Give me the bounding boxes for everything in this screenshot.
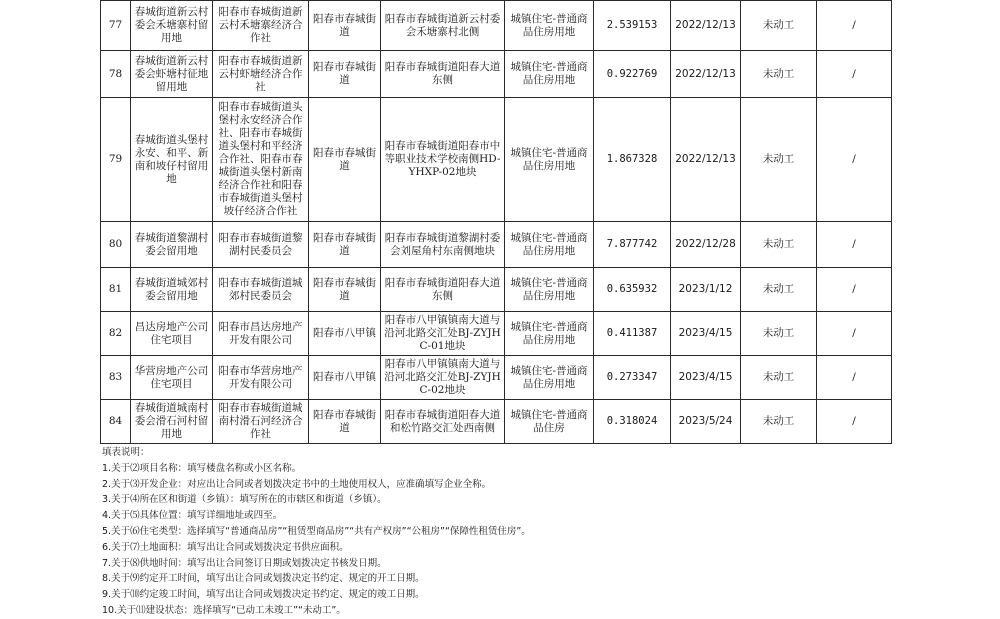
developer-cell: 阳春市春城街道城郊村民委员会: [213, 268, 309, 312]
notes-item: 5.关于⑹住宅类型：选择填写“普通商品房”“租赁型商品房”“共有产权房”“公租房”“保障性租赁住房”。: [102, 525, 531, 537]
notes-item: 7.关于⑻供地时间：填写出让合同签订日期或划拨决定书核发日期。: [102, 557, 387, 569]
table-row: [101, 268, 892, 312]
land-supply-table: [100, 0, 892, 444]
table-row: [101, 400, 892, 444]
project-name-cell: 华营房地产公司住宅项目: [131, 356, 213, 400]
completion-cell: /: [817, 312, 892, 356]
completion-cell: /: [817, 222, 892, 268]
housing-type-cell: 城镇住宅-普通商品住房用地: [505, 1, 594, 51]
location-cell: 阳春市春城街道黎湖村委会刘屋角村东南侧地块: [381, 222, 505, 268]
notes-item: 6.关于⑺土地面积：填写出让合同或划拨决定书供应面积。: [102, 541, 349, 553]
housing-type-cell: 城镇住宅-普通商品住房: [505, 400, 594, 444]
row-index-cell: 77: [101, 1, 131, 51]
status-cell: 未动工: [741, 51, 817, 98]
row-index-cell: 79: [101, 98, 131, 222]
supply-date-cell: 2022/12/13: [671, 51, 741, 98]
project-name-cell: 春城街道黎湖村委会留用地: [131, 222, 213, 268]
location-cell: 阳春市春城街道阳春市中等职业技术学校南侧HD-YHXP-02地块: [381, 98, 505, 222]
land-area-cell: 7.877742: [594, 222, 671, 268]
table-row: [101, 312, 892, 356]
notes-item: 10.关于⑾建设状态：选择填写“已动工未竣工”“未动工”。: [102, 604, 346, 616]
row-index-cell: 80: [101, 222, 131, 268]
project-name-cell: 春城街道新云村委会禾塘寨村留用地: [131, 1, 213, 51]
district-cell: 阳春市春城街道: [309, 51, 381, 98]
row-index-cell: 83: [101, 356, 131, 400]
table-row: [101, 1, 892, 51]
status-cell: 未动工: [741, 268, 817, 312]
location-cell: 阳春市八甲镇镇南大道与沿河北路交汇处BJ-ZYJHC-02地块: [381, 356, 505, 400]
district-cell: 阳春市八甲镇: [309, 312, 381, 356]
location-cell: 阳春市春城街道阳春大道东侧: [381, 51, 505, 98]
developer-cell: 阳春市华营房地产开发有限公司: [213, 356, 309, 400]
housing-type-cell: 城镇住宅-普通商品住房用地: [505, 268, 594, 312]
notes-item: 8.关于⑼约定开工时间，填写出让合同或划拨决定书约定、规定的开工日期。: [102, 573, 425, 585]
status-cell: 未动工: [741, 400, 817, 444]
status-cell: 未动工: [741, 98, 817, 222]
notes-item: 1.关于⑵项目名称：填写楼盘名称或小区名称。: [102, 462, 302, 474]
developer-cell: 阳春市春城街道新云村禾塘寨经济合作社: [213, 1, 309, 51]
supply-date-cell: 2023/4/15: [671, 312, 741, 356]
housing-type-cell: 城镇住宅-普通商品住房用地: [505, 356, 594, 400]
fill-instructions: [102, 445, 892, 619]
status-cell: 未动工: [741, 222, 817, 268]
status-cell: 未动工: [741, 312, 817, 356]
district-cell: 阳春市春城街道: [309, 268, 381, 312]
location-cell: 阳春市春城街道阳春大道和松竹路交汇处西南侧: [381, 400, 505, 444]
completion-cell: /: [817, 98, 892, 222]
supply-date-cell: 2023/1/12: [671, 268, 741, 312]
developer-cell: 阳春市春城街道城南村滑石河经济合作社: [213, 400, 309, 444]
notes-item: 9.关于⑽约定竣工时间，填写出让合同或划拨决定书约定、规定的竣工日期。: [102, 589, 425, 601]
developer-cell: 阳春市春城街道新云村虾塘经济合作社: [213, 51, 309, 98]
row-index-cell: 78: [101, 51, 131, 98]
notes-heading: 填表说明：: [102, 447, 150, 458]
supply-date-cell: 2022/12/13: [671, 98, 741, 222]
supply-date-cell: 2023/5/24: [671, 400, 741, 444]
land-area-cell: 0.273347: [594, 356, 671, 400]
table-row: [101, 222, 892, 268]
table-row: [101, 51, 892, 98]
supply-date-cell: 2023/4/15: [671, 356, 741, 400]
land-area-cell: 0.635932: [594, 268, 671, 312]
district-cell: 阳春市春城街道: [309, 98, 381, 222]
table-row: [101, 98, 892, 222]
land-area-cell: 2.539153: [594, 1, 671, 51]
district-cell: 阳春市春城街道: [309, 222, 381, 268]
supply-date-cell: 2022/12/28: [671, 222, 741, 268]
district-cell: 阳春市春城街道: [309, 400, 381, 444]
land-area-cell: 0.318024: [594, 400, 671, 444]
district-cell: 阳春市春城街道: [309, 1, 381, 51]
developer-cell: 阳春市昌达房地产开发有限公司: [213, 312, 309, 356]
row-index-cell: 82: [101, 312, 131, 356]
land-area-cell: 1.867328: [594, 98, 671, 222]
land-area-cell: 0.922769: [594, 51, 671, 98]
land-area-cell: 0.411387: [594, 312, 671, 356]
project-name-cell: 春城街道城郊村委会留用地: [131, 268, 213, 312]
housing-type-cell: 城镇住宅-普通商品住房用地: [505, 222, 594, 268]
project-name-cell: 春城街道头堡村永安、和平、新南和坡仔村留用地: [131, 98, 213, 222]
housing-type-cell: 城镇住宅-普通商品住房用地: [505, 312, 594, 356]
developer-cell: 阳春市春城街道黎湖村民委员会: [213, 222, 309, 268]
project-name-cell: 昌达房地产公司住宅项目: [131, 312, 213, 356]
project-name-cell: 春城街道新云村委会虾塘村征地留用地: [131, 51, 213, 98]
notes-item: 3.关于⑷所在区和街道（乡镇）：填写所在的市辖区和街道（乡镇）。: [102, 494, 387, 506]
location-cell: 阳春市春城街道新云村委会禾塘寨村北侧: [381, 1, 505, 51]
notes-item: 4.关于⑸具体位置：填写详细地址或四至。: [102, 510, 283, 522]
status-cell: 未动工: [741, 1, 817, 51]
notes-item: 2.关于⑶开发企业：对应出让合同或者划拨决定书中的土地使用权人，应准确填写企业全称。: [102, 478, 492, 490]
supply-date-cell: 2022/12/13: [671, 1, 741, 51]
row-index-cell: 81: [101, 268, 131, 312]
table-row: [101, 356, 892, 400]
location-cell: 阳春市春城街道阳春大道东侧: [381, 268, 505, 312]
row-index-cell: 84: [101, 400, 131, 444]
status-cell: 未动工: [741, 356, 817, 400]
completion-cell: /: [817, 1, 892, 51]
district-cell: 阳春市八甲镇: [309, 356, 381, 400]
housing-type-cell: 城镇住宅-普通商品住房用地: [505, 98, 594, 222]
completion-cell: /: [817, 356, 892, 400]
completion-cell: /: [817, 268, 892, 312]
location-cell: 阳春市八甲镇镇南大道与沿河北路交汇处BJ-ZYJHC-01地块: [381, 312, 505, 356]
completion-cell: /: [817, 51, 892, 98]
developer-cell: 阳春市春城街道头堡村永安经济合作社、阳春市春城街道头堡村和平经济合作社、阳春市春城街道头堡村新南经济合作社和阳春市春城街道头堡村坡仔经济合作社: [213, 98, 309, 222]
housing-type-cell: 城镇住宅-普通商品住房用地: [505, 51, 594, 98]
project-name-cell: 春城街道城南村委会滑石河村留用地: [131, 400, 213, 444]
completion-cell: /: [817, 400, 892, 444]
